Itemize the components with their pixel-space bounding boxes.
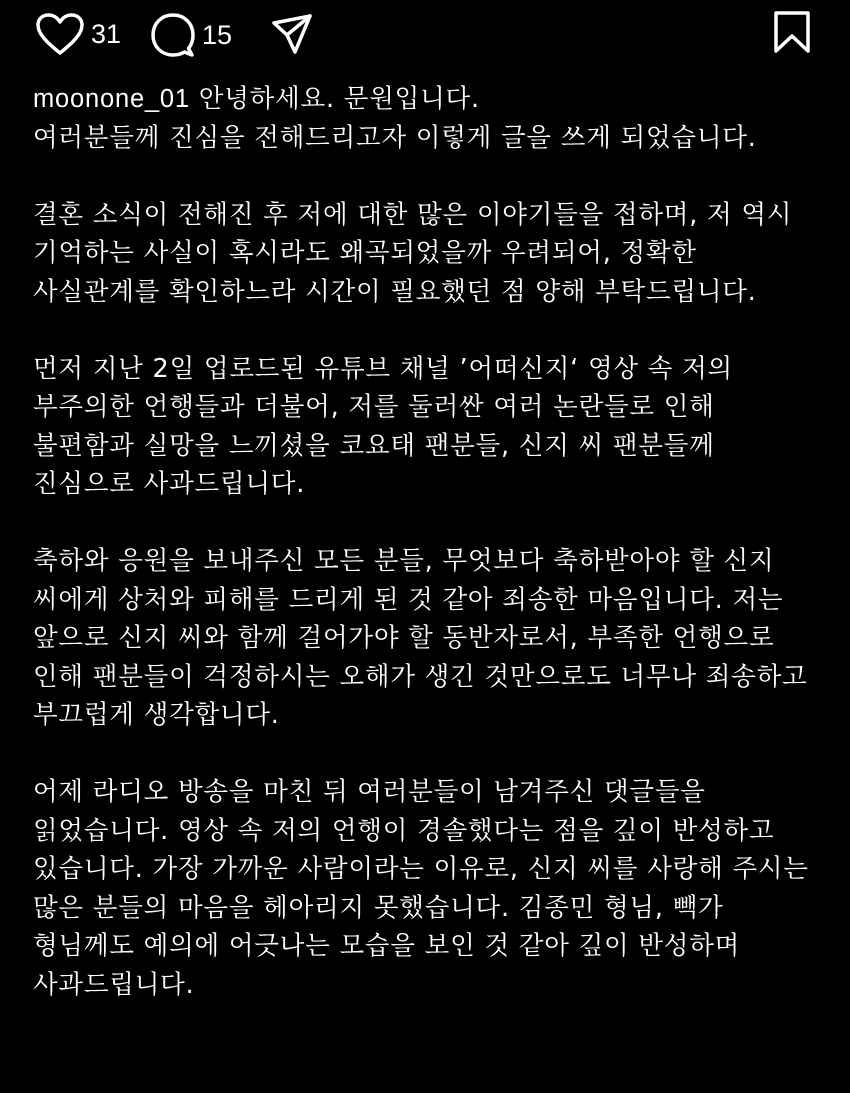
post-caption [33,80,833,1004]
caption-line: 여러분들께 진심을 전해드리고자 이렇게 글을 쓰게 되었습니다. [33,122,757,153]
comment-icon [150,12,196,58]
username[interactable]: moonone_01 [33,85,190,113]
comment-button[interactable] [150,12,232,58]
paragraph-gap [33,157,833,196]
caption-line: 먼저 지난 2일 업로드된 유튜브 채널 ’어떠신지‘ 영상 속 저의 [33,353,733,384]
caption-line: 사실관계를 확인하느라 시간이 필요했던 점 양해 부탁드립니다. [33,276,757,307]
caption-line: 진심으로 사과드립니다. [33,469,306,499]
share-icon [270,12,314,56]
caption-line: 축하와 응원을 보내주신 모든 분들, 무엇보다 축하받아야 할 신지 [33,546,775,576]
caption-line: 결혼 소식이 전해진 후 저에 대한 많은 이야기들을 접하며, 저 역시 [33,199,793,230]
paragraph-gap [33,504,833,543]
like-count: 31 [91,18,122,49]
caption-line: 앞으로 신지 씨와 함께 걸어가야 할 동반자로서, 부족한 언행으로 [33,623,775,653]
paragraph-gap [33,735,833,774]
caption-line: 인해 팬분들이 걱정하시는 오해가 생긴 것만으로도 너무나 죄송하고 [33,661,808,692]
caption-line: 씨에게 상처와 피해를 드리게 된 것 같아 죄송한 마음입니다. 저는 [33,584,784,615]
caption-line: 기억하는 사실이 혹시라도 왜곡되었을까 우려되어, 정확한 [33,238,697,268]
caption-line: 읽었습니다. 영상 속 저의 언행이 경솔했다는 점을 깊이 반성하고 [33,815,775,846]
caption-line: 형님께도 예의에 어긋나는 모습을 보인 것 같아 깊이 반성하며 [33,931,741,961]
share-button[interactable] [270,12,314,56]
paragraph-gap [33,311,833,350]
caption-line: moonone_01 안녕하세요. 문원입니다. [33,84,480,114]
caption-line: 불편함과 실망을 느끼셨을 코요태 팬분들, 신지 씨 팬분들께 [33,430,715,461]
comment-count: 15 [202,19,233,50]
caption-line: 사과드립니다. [33,969,195,1000]
bookmark-button[interactable] [772,10,812,58]
heart-icon [35,12,85,56]
caption-line: 많은 분들의 마음을 헤아리지 못했습니다. 김종민 형님, 빽가 [33,892,724,923]
caption-line: 어제 라디오 방송을 마친 뒤 여러분들이 남겨주신 댓글들을 [33,777,706,807]
bookmark-icon [772,10,812,54]
caption-line: 부주의한 언행들과 더불어, 저를 둘러싼 여러 논란들로 인해 [33,392,715,422]
caption-line: 있습니다. 가장 가까운 사람이라는 이유로, 신지 씨를 사랑해 주시는 [33,854,809,884]
caption-line: 부끄럽게 생각합니다. [33,700,280,730]
like-button[interactable] [35,12,121,56]
action-bar [0,0,850,68]
